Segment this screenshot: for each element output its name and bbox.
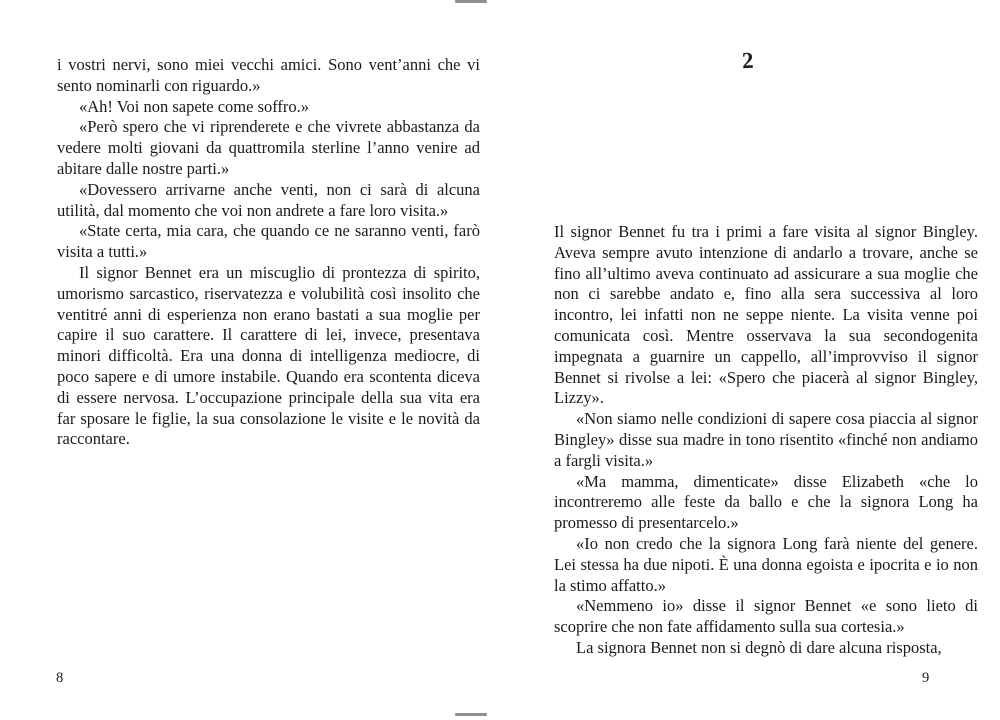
paragraph: Il signor Bennet fu tra i primi a fare visita al signor Bingley. Aveva sempre avuto intenzione di andarlo a trovare, anche se fino all’ultimo aveva continuato ad assicurare a sua moglie che non ci sarebbe andato e, fino alla sera successiva al loro incontro, lei infatti non ne seppe niente. La visita venne poi comunicata così. Mentre osservava la sua secondogenita impegnata a guarnire un cappello, all’improvviso il signor Bennet si rivolse a lei: «Spero che piacerà al signor Bingley, Lizzy». <box>554 222 978 408</box>
page-edge-handle-top-icon <box>455 0 487 3</box>
paragraph: «Però spero che vi riprenderete e che vivrete abbastanza da vedere molti giovani da quattromila sterline l’anno venire ad abitare dalle nostre parti.» <box>57 117 480 178</box>
paragraph: i vostri nervi, sono miei vecchi amici. Sono vent’anni che vi sento nominarli con riguardo.» <box>57 55 480 95</box>
paragraph: «Ah! Voi non sapete come soffro.» <box>79 96 310 116</box>
left-page-text-column <box>57 55 480 450</box>
page-number-left: 8 <box>56 670 64 686</box>
paragraph: «Non siamo nelle condizioni di sapere cosa piaccia al signor Bingley» disse sua madre in tono risentito «finché non andiamo a fargli visita.» <box>554 409 978 470</box>
paragraph: «Ma mamma, dimenticate» disse Elizabeth «che lo incontreremo alle feste da ballo e che la signora Long ha promesso di presentarcelo.» <box>554 471 978 533</box>
paragraph: La signora Bennet non si degnò di dare alcuna risposta, <box>576 637 942 657</box>
paragraph: «Io non credo che la signora Long farà niente del genere. Lei stessa ha due nipoti. È una donna egoista e ipocrita e io non la stimo affatto.» <box>554 533 978 595</box>
right-page-text-column <box>554 222 978 659</box>
paragraph: Il signor Bennet era un miscuglio di prontezza di spirito, umorismo sarcastico, riservatezza e volubilità così insolito che ventitré anni di esperienza non erano bastati a sua moglie per capire il suo carattere. Il carattere di lei, invece, presentava minori difficoltà. Era una donna di intelligenza mediocre, di poco sapere e di umore instabile. Quando era scontenta diceva di essere nervosa. L’occupazione principale della sua vita era far sposare le figlie, la sua consolazione le visite e le novità da raccontare. <box>57 262 480 449</box>
paragraph: «Dovessero arrivarne anche venti, non ci sarà di alcuna utilità, dal momento che voi non andrete a fare loro visita.» <box>57 179 480 220</box>
chapter-number-heading: 2 <box>741 47 755 74</box>
paragraph: «Nemmeno io» disse il signor Bennet «e sono lieto di scoprire che non fate affidamento sulla sua cortesia.» <box>554 596 978 637</box>
page-edge-handle-bottom-icon <box>455 713 487 716</box>
page-number-right: 9 <box>922 670 930 686</box>
paragraph: «State certa, mia cara, che quando ce ne saranno venti, farò visita a tutti.» <box>57 221 480 262</box>
